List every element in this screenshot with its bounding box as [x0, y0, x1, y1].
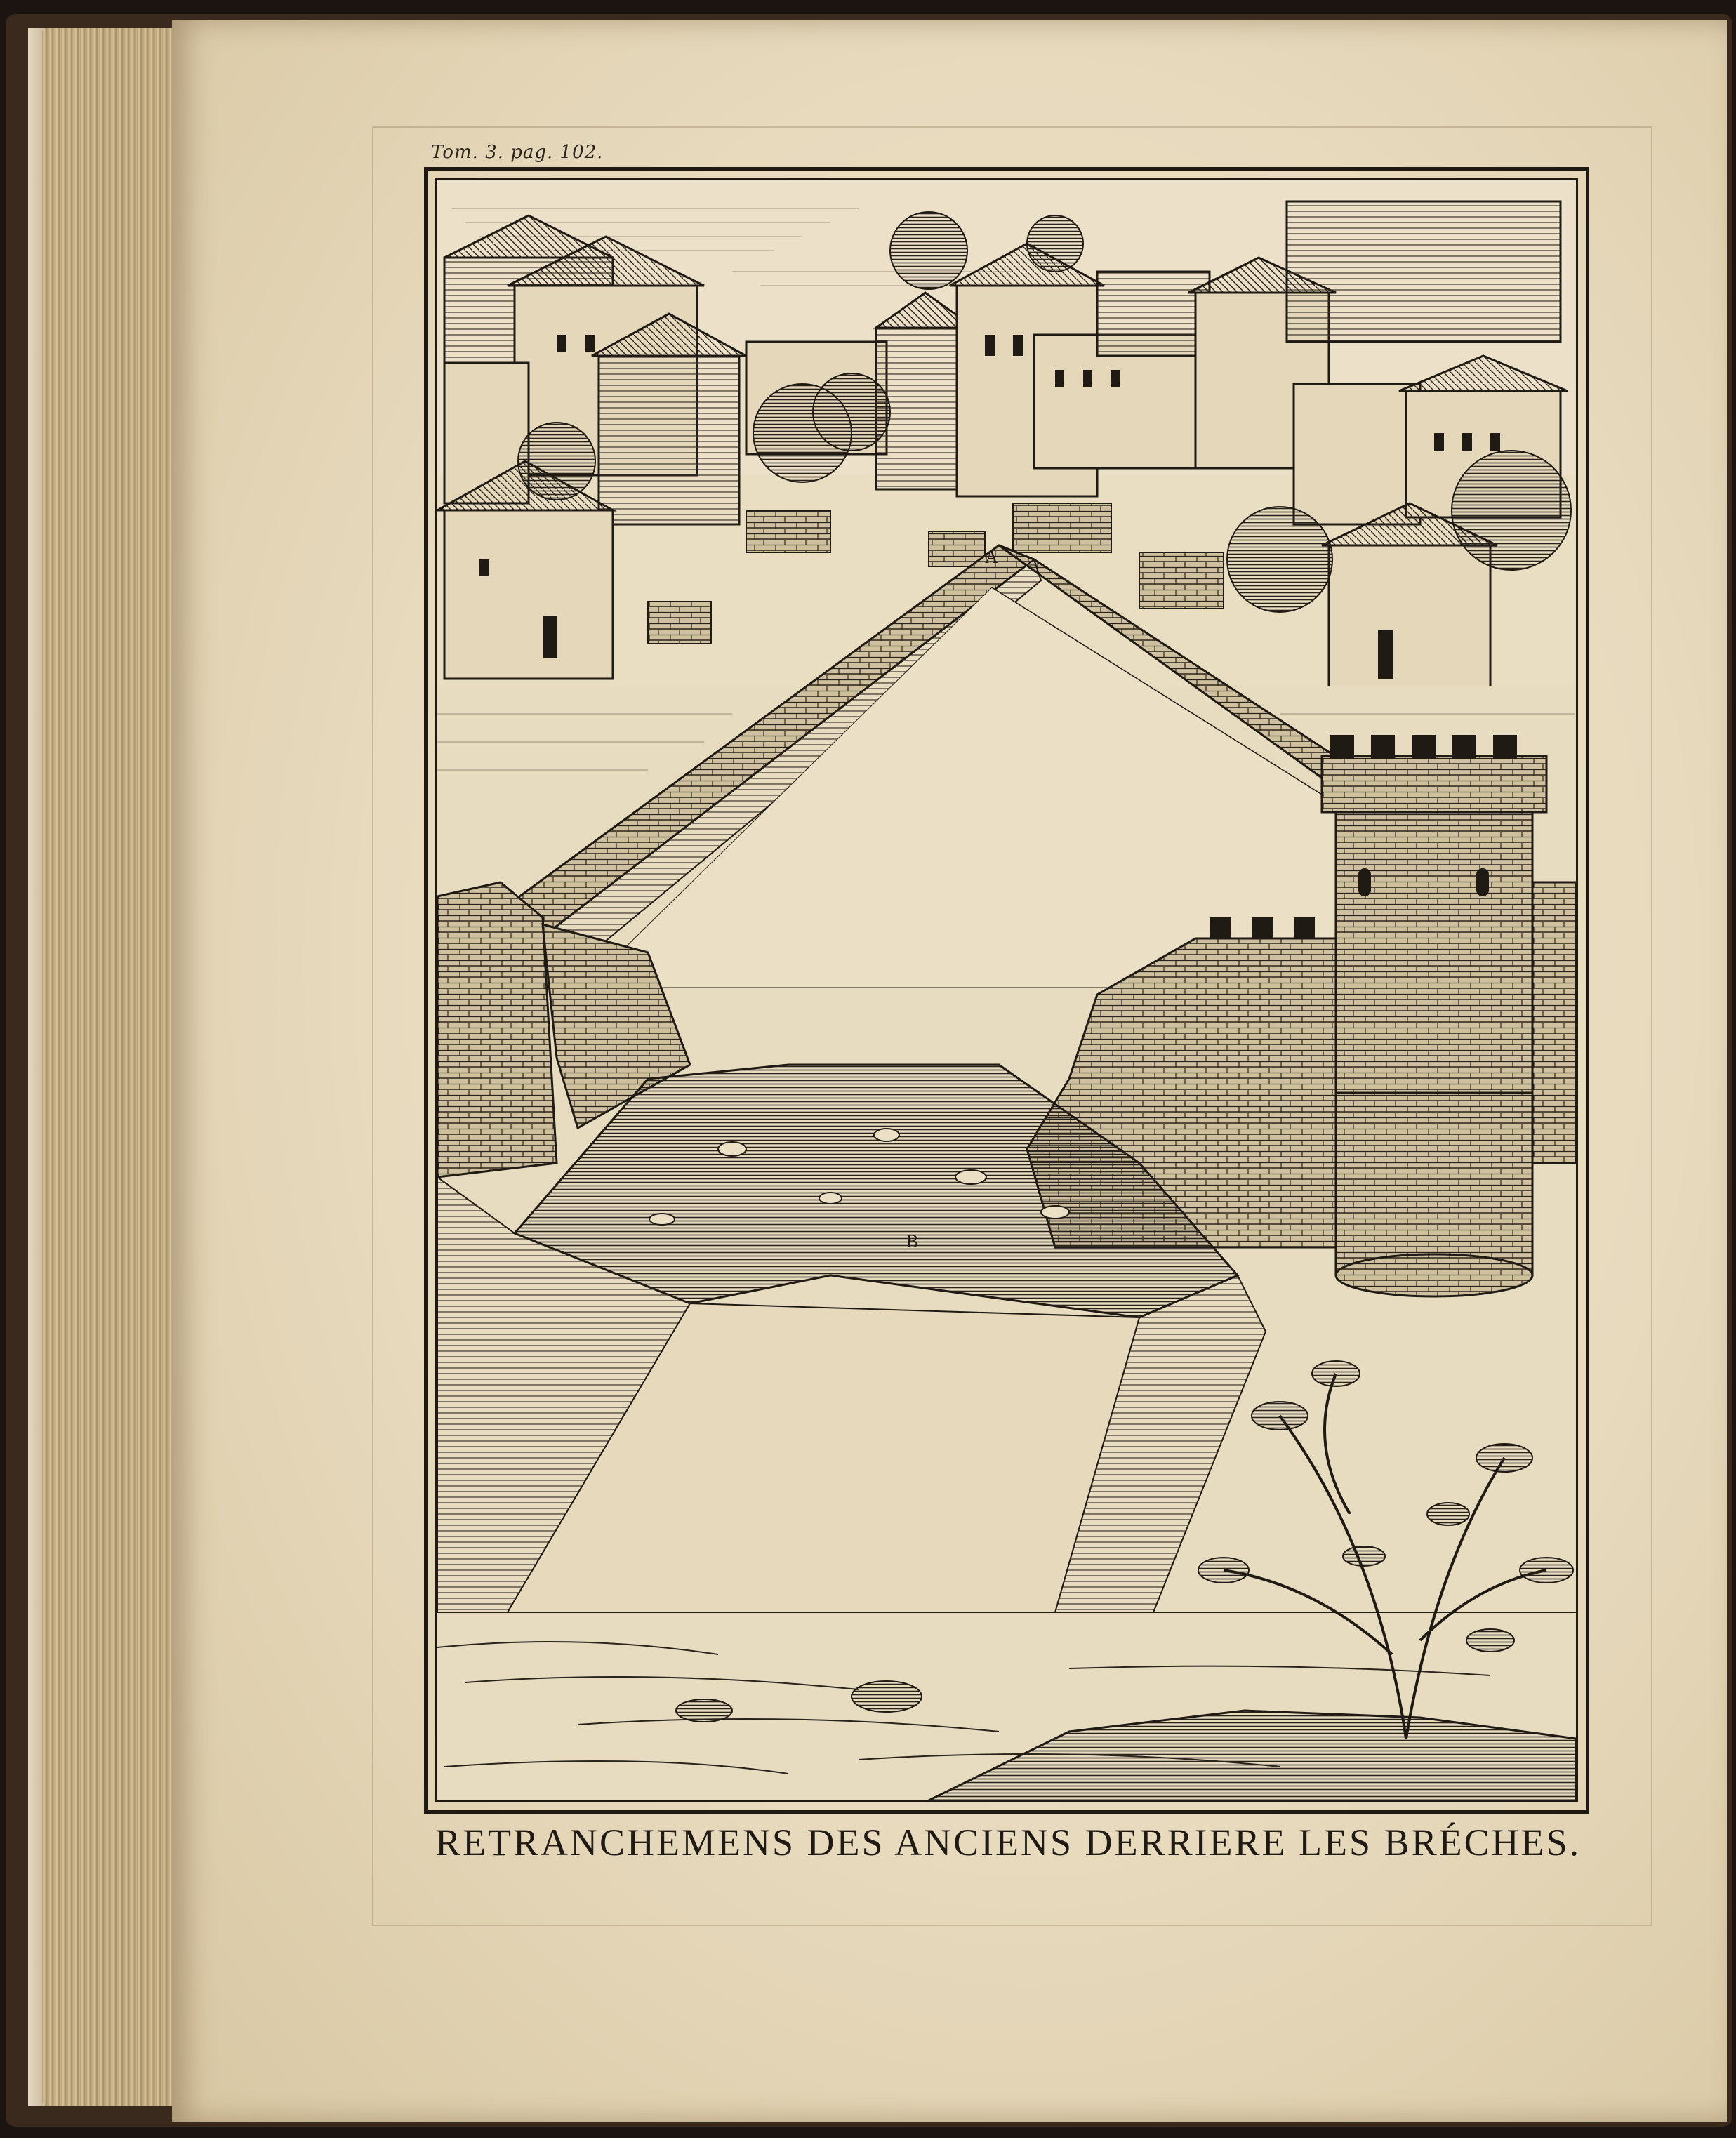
page-edges — [42, 28, 183, 2106]
plate-caption: RETRANCHEMENS DES ANCIENS DERRIERE LES BRÉCHES. — [435, 1821, 1582, 1864]
marker-b: B — [906, 1231, 919, 1251]
engraving-frame — [435, 178, 1578, 1802]
page-reference: Tom. 3. pag. 102. — [431, 142, 604, 163]
ruined-wall-left — [437, 882, 557, 1177]
engraving-illustration — [437, 180, 1576, 1800]
round-tower — [1322, 735, 1546, 1296]
marker-a: A — [985, 547, 998, 567]
